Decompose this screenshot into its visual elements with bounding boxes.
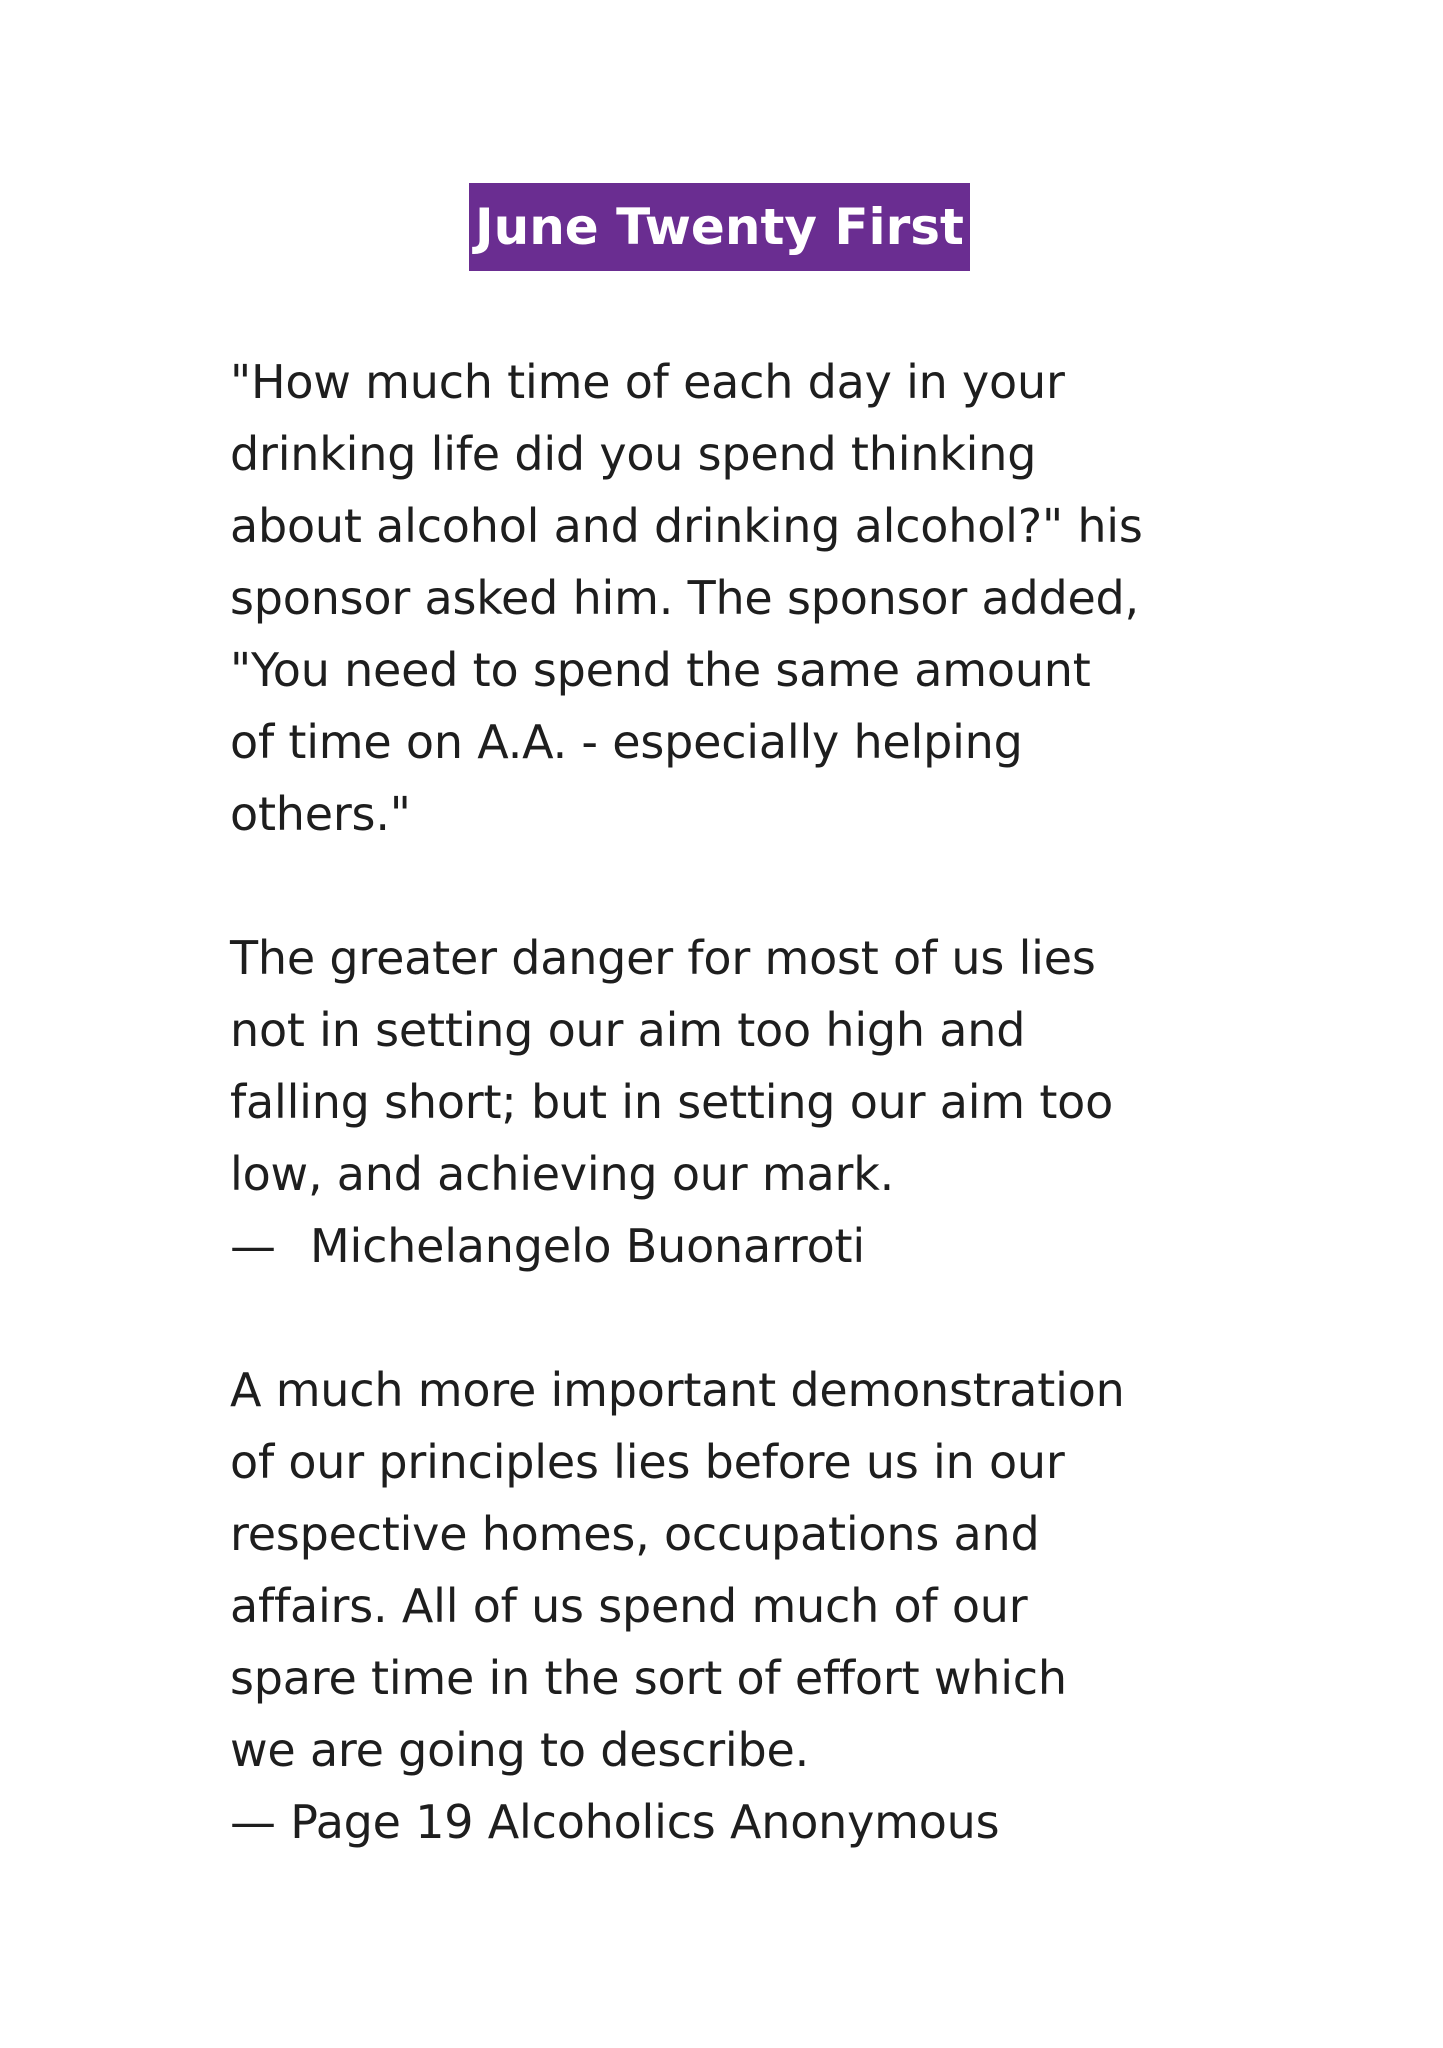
michelangelo-quote — [230, 922, 1270, 1282]
quote-line: affairs. All of us spend much of our — [230, 1579, 1028, 1633]
attribution-author: Michelangelo Buonarroti — [310, 1219, 865, 1273]
page-title: June Twenty First — [469, 183, 970, 271]
quote-line: low, and achieving our mark. — [230, 1147, 895, 1201]
quote-line: spare time in the sort of effort which — [230, 1651, 1067, 1705]
paragraph-line: others." — [230, 787, 411, 841]
paragraph-line: about alcohol and drinking alcohol?" his — [230, 499, 1143, 553]
sponsor-paragraph — [230, 346, 1270, 850]
paragraph-line: "You need to spend the same amount — [230, 643, 1091, 697]
quote-line: not in setting our aim too high and — [230, 1003, 1026, 1057]
quote-attribution: — Page 19 Alcoholics Anonymous — [230, 1795, 1000, 1849]
quote-line: we are going to describe. — [230, 1723, 810, 1777]
quote-line: A much more important demonstration — [230, 1363, 1125, 1417]
paragraph-spacer — [230, 850, 1270, 922]
big-book-quote — [230, 1354, 1270, 1858]
title-container — [0, 183, 1443, 271]
quote-line: of our principles lies before us in our — [230, 1435, 1065, 1489]
paragraph-line: of time on A.A. - especially helping — [230, 715, 1023, 769]
quote-line: respective homes, occupations and — [230, 1507, 1040, 1561]
quote-attribution — [230, 1210, 1270, 1282]
quote-line: The greater danger for most of us lies — [230, 931, 1096, 985]
paragraph-line: sponsor asked him. The sponsor added, — [230, 571, 1139, 625]
paragraph-spacer — [230, 1282, 1270, 1354]
quote-line: falling short; but in setting our aim too — [230, 1075, 1114, 1129]
attribution-dash: — — [230, 1219, 276, 1273]
paragraph-line: drinking life did you spend thinking — [230, 427, 1037, 481]
reading-body — [230, 346, 1270, 1858]
paragraph-line: "How much time of each day in your — [230, 355, 1065, 409]
